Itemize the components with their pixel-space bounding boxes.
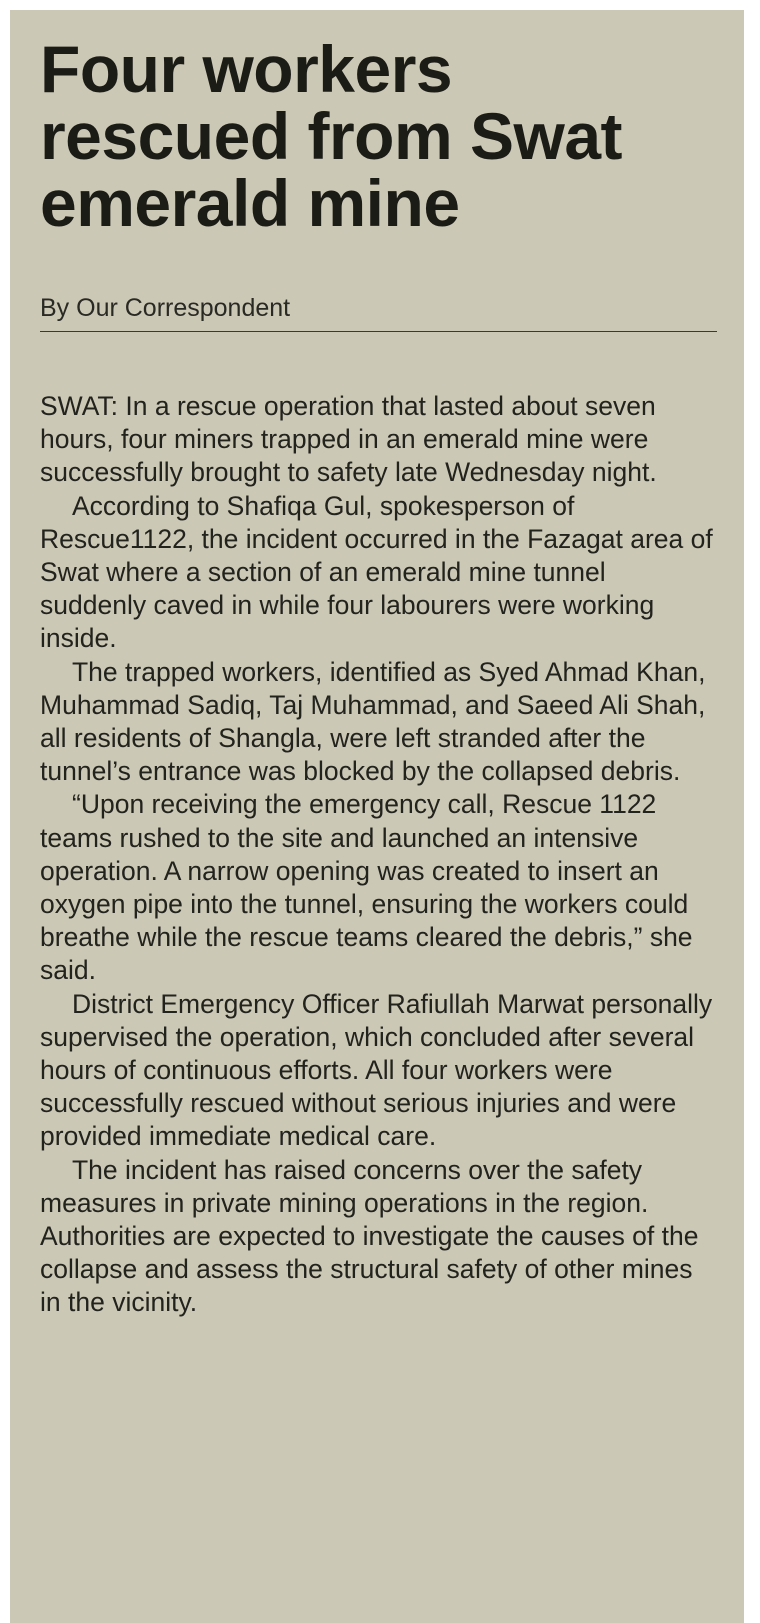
article-paragraph: The incident has raised concerns over the safety measures in private mining operations in the region. Authorities are expected to investigate the causes of the collapse and assess the structural safety of other mines in the vicinity. <box>40 1154 699 1318</box>
article-byline: By Our Correspondent <box>40 293 717 332</box>
news-clipping <box>10 10 744 1623</box>
article-paragraph: According to Shafiqa Gul, spokesperson of Rescue1122, the incident occurred in the Fazagat area of Swat where a section of an emerald mine tunnel suddenly caved in while four labourers were working inside. <box>40 490 713 654</box>
article-body <box>40 390 714 1320</box>
article-headline: Four workers rescued from Swat emerald mine <box>40 32 623 240</box>
article-paragraph: SWAT: In a rescue operation that lasted about seven hours, four miners trapped in an emerald mine were successfully brought to safety late Wednesday night. <box>40 391 657 488</box>
article-paragraph: District Emergency Officer Rafiullah Marwat personally supervised the operation, which concluded after several hours of continuous efforts. All four workers were successfully rescued without serious injuries and were provided immediate medical care. <box>40 988 713 1152</box>
article-paragraph: The trapped workers, identified as Syed Ahmad Khan, Muhammad Sadiq, Taj Muhammad, and Saeed Ali Shah, all residents of Shangla, were left stranded after the tunnel’s entrance was blocked by the collapsed debris. <box>40 656 706 787</box>
article-paragraph: “Upon receiving the emergency call, Rescue 1122 teams rushed to the site and launched an intensive operation. A narrow opening was created to insert an oxygen pipe into the tunnel, ensuring the workers could breathe while the rescue teams cleared the debris,” she said. <box>40 789 693 986</box>
